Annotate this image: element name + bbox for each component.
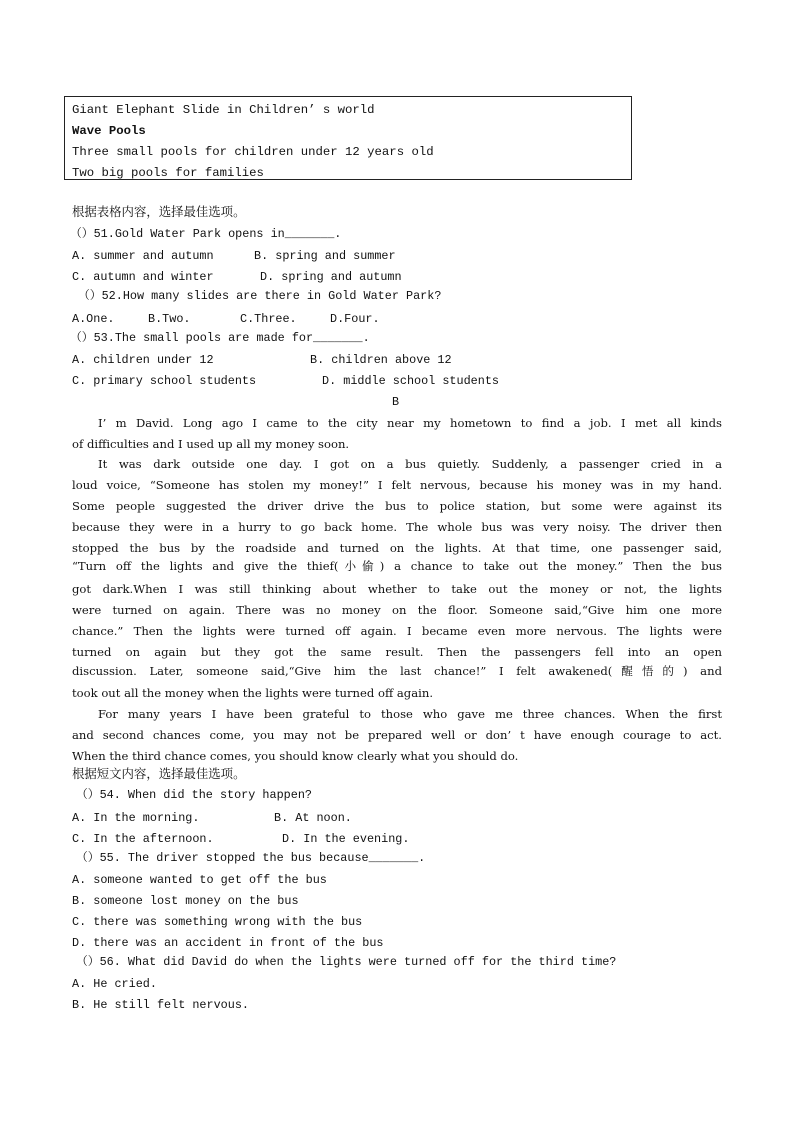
passage-line: were turned on again. There was no money on the floor. Someone said,“Give him one more — [72, 603, 722, 617]
passage-line: took out all the money when the lights were turned off again. — [72, 686, 434, 700]
q55-option-d: D. there was an accident in front of the bus — [72, 936, 384, 950]
q53-option-a: A. children under 12 — [72, 353, 214, 367]
passage-line: because they were in a hurry to go back home. The whole bus was very noisy. The driver then — [72, 520, 722, 534]
passage-line: discussion. Later, someone said,“Give him the last chance!” I felt awakened(醒悟的) and — [72, 664, 722, 678]
q51-option-c: C. autumn and winter — [72, 270, 214, 284]
q52-option-b: B.Two. — [148, 312, 191, 326]
table-row: Three small pools for children under 12 years old — [72, 145, 434, 159]
q53-option-c: C. primary school students — [72, 374, 257, 388]
q54-option-c: C. In the afternoon. — [72, 832, 214, 846]
question-55: （）55. The driver stopped the bus because_______. — [76, 851, 426, 865]
passage-paragraph-3 — [72, 704, 722, 725]
q51-option-b: B. spring and summer — [254, 249, 396, 263]
passage-line: loud voice, “Someone has stolen my money!” I felt nervous, because his money was in my hand. — [72, 478, 722, 492]
q53-option-b: B. children above 12 — [310, 353, 452, 367]
q54-option-a: A. In the morning. — [72, 811, 200, 825]
question-51: （）51.Gold Water Park opens in_______. — [70, 227, 342, 241]
section-b-heading: B — [392, 395, 400, 409]
question-52: （）52.How many slides are there in Gold Water Park? — [78, 289, 442, 303]
passage-line: of difficulties and I used up all my money soon. — [72, 437, 350, 451]
q55-option-a: A. someone wanted to get off the bus — [72, 873, 327, 887]
question-54: （）54. When did the story happen? — [76, 788, 312, 802]
passage-line: I’ m David. Long ago I came to the city near my hometown to find a job. I met all kinds — [98, 416, 722, 430]
park-info-table — [64, 96, 632, 180]
passage-line: Some people suggested the driver drive the bus to police station, but some were against its — [72, 499, 722, 513]
q56-option-a: A. He cried. — [72, 977, 157, 991]
q53-option-d: D. middle school students — [322, 374, 499, 388]
q55-option-b: B. someone lost money on the bus — [72, 894, 299, 908]
q54-option-b: B. At noon. — [274, 811, 352, 825]
passage-line: stopped the bus by the roadside and turned on the lights. At that time, one passenger said, — [72, 541, 722, 555]
passage-line: chance.” Then the lights were turned off again. I became even more nervous. The lights were — [72, 624, 722, 638]
table-row: Two big pools for families — [72, 166, 264, 180]
table-row: Wave Pools — [72, 124, 146, 138]
q55-option-c: C. there was something wrong with the bus — [72, 915, 363, 929]
passage-line: got dark.When I was still thinking about whether to take out the money or not, the lights — [72, 582, 722, 596]
q51-option-a: A. summer and autumn — [72, 249, 214, 263]
q51-option-d: D. spring and autumn — [260, 270, 402, 284]
passage-line: When the third chance comes, you should know clearly what you should do. — [72, 749, 519, 763]
passage-paragraph-2 — [72, 454, 722, 475]
section-b-instruction: 根据短文内容，选择最佳选项。 — [72, 766, 246, 781]
passage-line: For many years I have been grateful to those who gave me three chances. When the first — [98, 707, 722, 721]
passage-line: turned on again but they got the same result. Then the passengers fell into an open — [72, 645, 722, 659]
passage-line: and second chances come, you may not be prepared well or don’ t have enough courage to act. — [72, 728, 722, 742]
question-53: （）53.The small pools are made for_______. — [70, 331, 370, 345]
passage-line: “Turn off the lights and give the thief(小偷) a chance to take out the money.” Then the bus — [72, 559, 722, 573]
q56-option-b: B. He still felt nervous. — [72, 998, 249, 1012]
question-56: （）56. What did David do when the lights were turned off for the third time? — [76, 955, 617, 969]
section-a-instruction: 根据表格内容，选择最佳选项。 — [72, 204, 246, 219]
q52-option-c: C.Three. — [240, 312, 297, 326]
table-row: Giant Elephant Slide in Children’ s world — [72, 103, 375, 117]
passage-paragraph-1 — [72, 413, 722, 434]
passage-line: It was dark outside one day. I got on a bus quietly. Suddenly, a passenger cried in a — [98, 457, 722, 471]
q54-option-d: D. In the evening. — [282, 832, 410, 846]
q52-option-a: A.One. — [72, 312, 115, 326]
q52-option-d: D.Four. — [330, 312, 380, 326]
